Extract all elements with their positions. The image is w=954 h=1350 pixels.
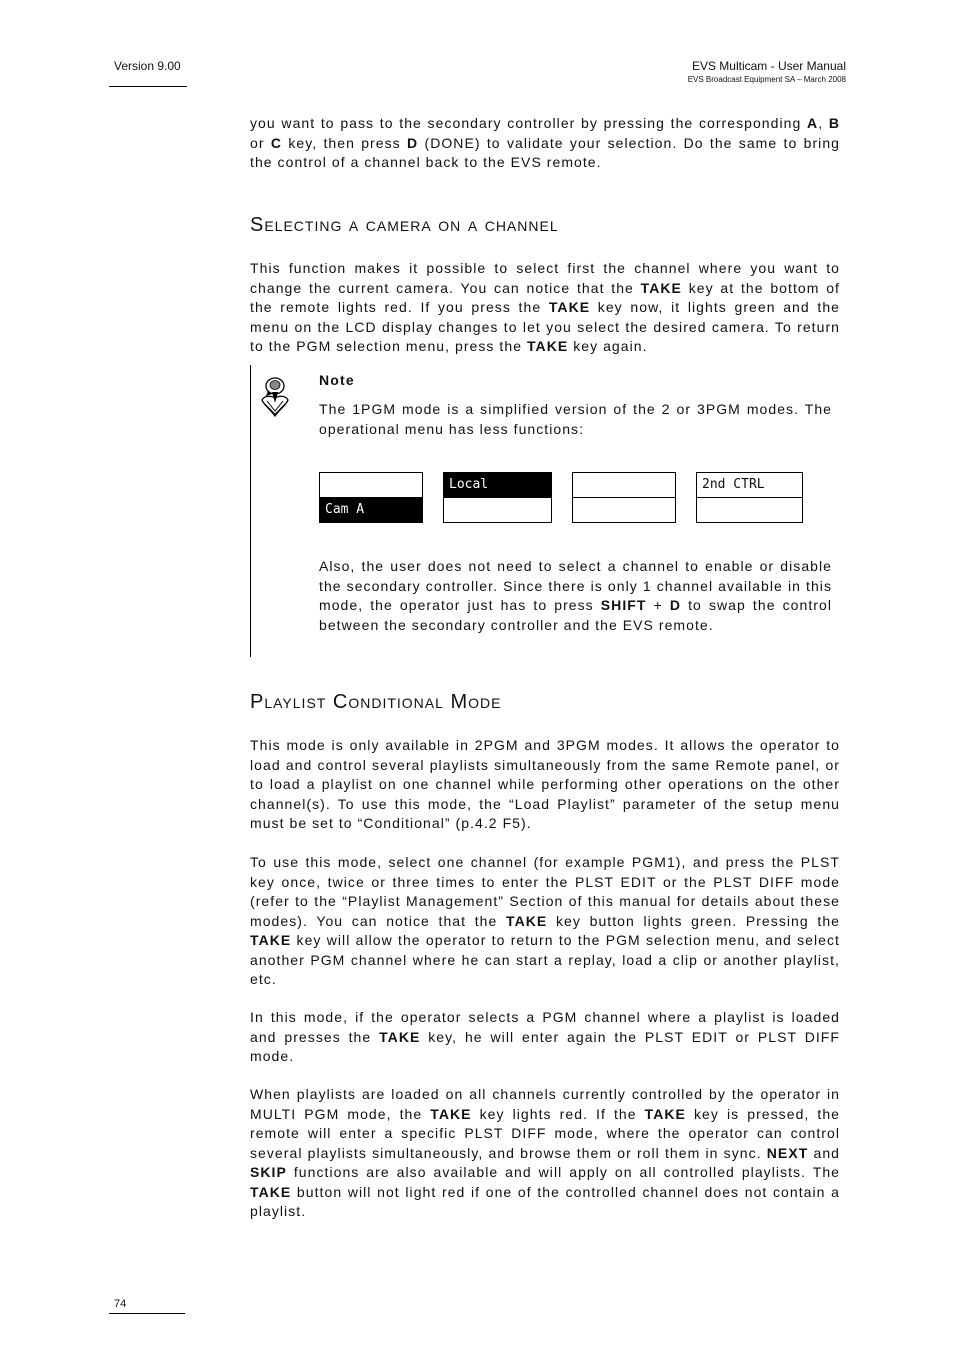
section-title-selecting-camera: Selecting a camera on a channel (250, 214, 559, 236)
lcd-cell-1-bottom: Cam A (320, 498, 422, 523)
header-subtitle: EVS Broadcast Equipment SA – March 2008 (687, 75, 846, 84)
intro-paragraph: you want to pass to the secondary controller by pressing the corresponding A, B or C key, then press D (DONE) to validate your selection. Do the same to bring the control of a channel back to the EVS remote. (250, 115, 840, 170)
pin-hand-icon (258, 374, 292, 418)
footer-rule (109, 1313, 185, 1314)
lcd-cell-4-bottom (697, 498, 802, 523)
lcd-cell-3-top (573, 473, 675, 498)
lcd-cell-1-top (320, 473, 422, 498)
lcd-column-4 (696, 472, 803, 523)
lcd-cell-2-bottom (444, 498, 551, 523)
lcd-cell-2-top: Local (444, 473, 551, 498)
page-number: 74 (114, 1298, 127, 1310)
section2-paragraph-3: In this mode, if the operator selects a PGM channel where a playlist is loaded and presses the TAKE key, he will enter again the PLST EDIT or PLST DIFF mode. (250, 1009, 841, 1064)
header-version: Version 9.00 (114, 59, 181, 73)
lcd-cell-3-bottom (573, 498, 675, 523)
section2-paragraph-4: When playlists are loaded on all channels currently controlled by the operator in MULTI PGM mode, the TAKE key lights red. If the TAKE key is pressed, the remote will enter a specific PLST DIFF mode, where the operator can control several playlists simultaneously, and browse them or roll them in sync. NEXT and SKIP functions are also available and will apply on all controlled playlists. The TAKE button will not light red if one of the controlled channel does not contain a playlist. (250, 1086, 841, 1219)
note-title: Note (319, 372, 355, 388)
header-left-rule (109, 86, 187, 87)
header-title-block (688, 59, 846, 84)
note-paragraph-2: Also, the user does not need to select a channel to enable or disable the secondary controller. Since there is only 1 channel available in this mode, the operator just has to press SHIFT + D to swap the control between the secondary controller and the EVS remote. (319, 558, 832, 633)
lcd-column-1 (319, 472, 423, 523)
section1-paragraph: This function makes it possible to select first the channel where you want to change the current camera. You can notice that the TAKE key at the bottom of the remote lights red. If you press the TAKE key now, it lights green and the menu on the LCD display changes to let you select the desired camera. To return to the PGM selection menu, press the TAKE key again. (250, 260, 840, 354)
header-title: EVS Multicam - User Manual (691, 59, 846, 73)
section2-paragraph-1: This mode is only available in 2PGM and 3PGM modes. It allows the operator to load and control several playlists simultaneously from the same Remote panel, or to load a playlist on one channel while performing other operations on the other channel(s). To use this mode, the “Load Playlist” parameter of the setup menu must be set to “Conditional” (p.4.2 F5). (250, 737, 840, 831)
lcd-column-2 (443, 472, 552, 523)
note-vertical-rule (250, 365, 251, 657)
section-title-playlist-conditional-mode: Playlist Conditional Mode (250, 691, 502, 713)
lcd-cell-4-top: 2nd CTRL (697, 473, 802, 498)
note-paragraph-1: The 1PGM mode is a simplified version of the 2 or 3PGM modes. The operational menu has less functions: (319, 401, 832, 437)
lcd-column-3 (572, 472, 676, 523)
section2-paragraph-2: To use this mode, select one channel (for example PGM1), and press the PLST key once, twice or three times to enter the PLST EDIT or the PLST DIFF mode (refer to the “Playlist Management” Section of this manual for details about these modes). You can notice that the TAKE key button lights green. Pressing the TAKE key will allow the operator to return to the PGM selection menu, and select another PGM channel where he can start a replay, load a clip or another playlist, etc. (250, 854, 840, 987)
